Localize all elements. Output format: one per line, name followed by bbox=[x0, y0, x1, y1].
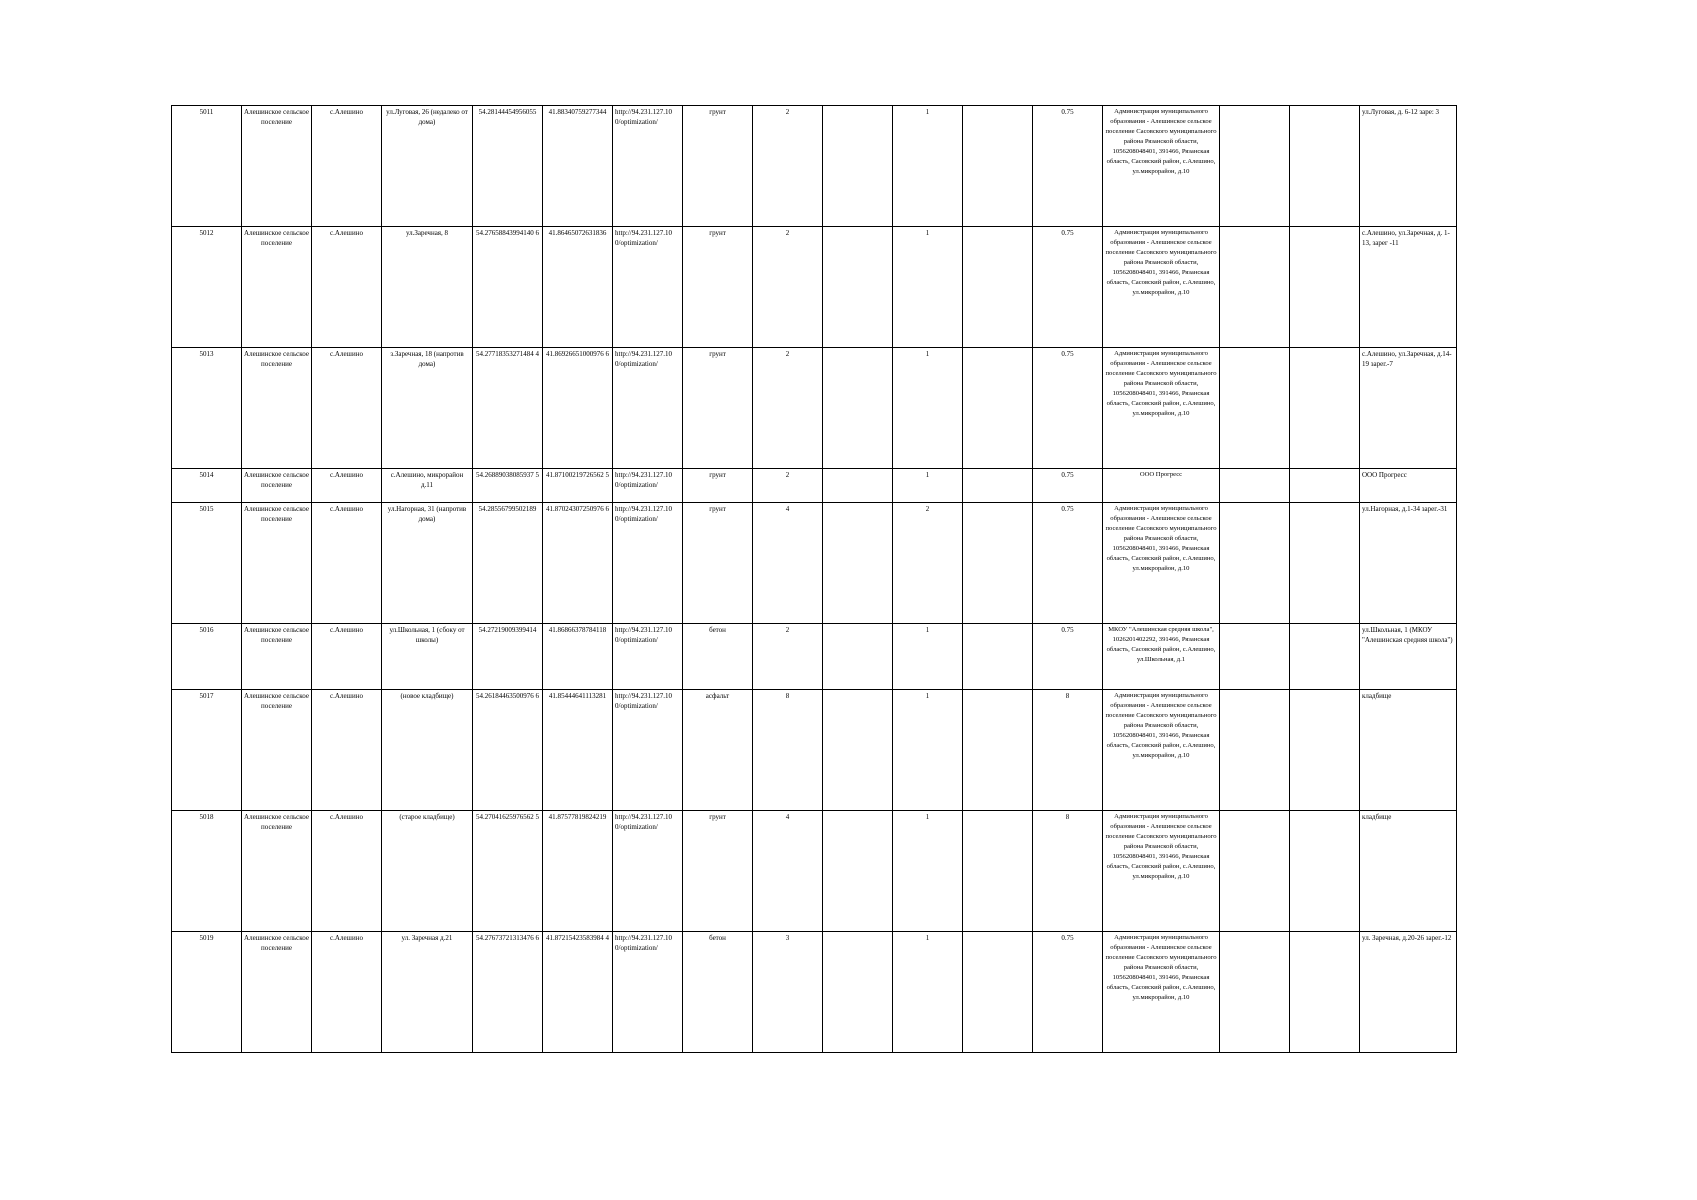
source-cell: ООО Прогресс bbox=[1360, 469, 1457, 503]
table-row bbox=[172, 811, 1457, 932]
latitude-cell: 54.26184463500976 6 bbox=[473, 690, 543, 811]
settlement-cell: Алешинское сельское поселение bbox=[242, 932, 312, 1053]
empty-cell bbox=[1220, 348, 1290, 469]
empty-cell bbox=[963, 469, 1033, 503]
village-cell: с.Алешино bbox=[312, 227, 382, 348]
village-cell: с.Алешино bbox=[312, 624, 382, 690]
table-row bbox=[172, 106, 1457, 227]
empty-cell bbox=[1290, 932, 1360, 1053]
settlement-cell: Алешинское сельское поселение bbox=[242, 469, 312, 503]
owner-cell: ООО Прогресс bbox=[1103, 469, 1220, 503]
empty-cell bbox=[963, 227, 1033, 348]
surface-cell: грунт bbox=[683, 503, 753, 624]
capacity-count-cell: 1 bbox=[893, 932, 963, 1053]
empty-cell bbox=[823, 106, 893, 227]
row-number: 5013 bbox=[172, 348, 242, 469]
capacity-count-cell: 1 bbox=[893, 624, 963, 690]
latitude-cell: 54.27041625976562 5 bbox=[473, 811, 543, 932]
location-cell: (старое кладбище) bbox=[382, 811, 473, 932]
empty-cell bbox=[1220, 503, 1290, 624]
empty-cell bbox=[963, 624, 1033, 690]
row-number: 5015 bbox=[172, 503, 242, 624]
containers-count-cell: 8 bbox=[753, 690, 823, 811]
empty-cell bbox=[823, 469, 893, 503]
village-cell: с.Алешино bbox=[312, 690, 382, 811]
volume-cell: 0.75 bbox=[1033, 227, 1103, 348]
empty-cell bbox=[823, 348, 893, 469]
longitude-cell: 41.87215423583984 4 bbox=[543, 932, 613, 1053]
empty-cell bbox=[1220, 227, 1290, 348]
empty-cell bbox=[963, 811, 1033, 932]
surface-cell: грунт bbox=[683, 811, 753, 932]
empty-cell bbox=[823, 811, 893, 932]
containers-count-cell: 2 bbox=[753, 227, 823, 348]
volume-cell: 0.75 bbox=[1033, 932, 1103, 1053]
table-row bbox=[172, 690, 1457, 811]
settlement-cell: Алешинское сельское поселение bbox=[242, 690, 312, 811]
table-row bbox=[172, 932, 1457, 1053]
url-cell: http://94.231.127.10 0/optimization/ bbox=[613, 932, 683, 1053]
empty-cell bbox=[823, 227, 893, 348]
volume-cell: 0.75 bbox=[1033, 106, 1103, 227]
location-cell: (новое кладбище) bbox=[382, 690, 473, 811]
village-cell: с.Алешино bbox=[312, 811, 382, 932]
row-number: 5011 bbox=[172, 106, 242, 227]
longitude-cell: 41.86866378784118 bbox=[543, 624, 613, 690]
capacity-count-cell: 1 bbox=[893, 348, 963, 469]
empty-cell bbox=[1290, 227, 1360, 348]
settlement-cell: Алешинское сельское поселение bbox=[242, 348, 312, 469]
table-row bbox=[172, 227, 1457, 348]
location-cell: ул.Школьная, 1 (сбоку от школы) bbox=[382, 624, 473, 690]
containers-count-cell: 3 bbox=[753, 932, 823, 1053]
latitude-cell: 54.27658843994140 6 bbox=[473, 227, 543, 348]
table-row bbox=[172, 469, 1457, 503]
empty-cell bbox=[963, 503, 1033, 624]
table-body bbox=[172, 106, 1457, 1053]
empty-cell bbox=[823, 932, 893, 1053]
empty-cell bbox=[1290, 348, 1360, 469]
settlement-cell: Алешинское сельское поселение bbox=[242, 624, 312, 690]
capacity-count-cell: 1 bbox=[893, 227, 963, 348]
table-row bbox=[172, 348, 1457, 469]
village-cell: с.Алешино bbox=[312, 106, 382, 227]
owner-cell: Администрация муниципального образования - Алешинское сельское поселение Сасовского муниципального района Рязанской области, 1056208048401, 391466, Рязанская область, Сасовский район, с.Алешино, ул.микрорайон, д.10 bbox=[1103, 348, 1220, 469]
latitude-cell: 54.28144454956055 bbox=[473, 106, 543, 227]
empty-cell bbox=[1220, 932, 1290, 1053]
empty-cell bbox=[1220, 469, 1290, 503]
owner-cell: Администрация муниципального образования - Алешинское сельское поселение Сасовского муниципального района Рязанской области, 1056208048401, 391466, Рязанская область, Сасовский район, с.Алешино, ул.микрорайон, д.10 bbox=[1103, 106, 1220, 227]
surface-cell: бетон bbox=[683, 932, 753, 1053]
source-cell: ул.Школьная, 1 (МКОУ "Алешинская средняя школа") bbox=[1360, 624, 1457, 690]
surface-cell: асфальт bbox=[683, 690, 753, 811]
capacity-count-cell: 1 bbox=[893, 469, 963, 503]
url-cell: http://94.231.127.10 0/optimization/ bbox=[613, 503, 683, 624]
surface-cell: грунт bbox=[683, 227, 753, 348]
capacity-count-cell: 1 bbox=[893, 690, 963, 811]
latitude-cell: 54.27219009399414 bbox=[473, 624, 543, 690]
source-cell: с.Алешино, ул.Заречная, д.14-19 зарег.-7 bbox=[1360, 348, 1457, 469]
url-cell: http://94.231.127.10 0/optimization/ bbox=[613, 469, 683, 503]
containers-count-cell: 2 bbox=[753, 469, 823, 503]
row-number: 5018 bbox=[172, 811, 242, 932]
volume-cell: 0.75 bbox=[1033, 503, 1103, 624]
settlement-cell: Алешинское сельское поселение bbox=[242, 106, 312, 227]
owner-cell: Администрация муниципального образования - Алешинское сельское поселение Сасовского муниципального района Рязанской области, 1056208048401, 391466, Рязанская область, Сасовский район, с.Алешино, ул.микрорайон, д.10 bbox=[1103, 811, 1220, 932]
empty-cell bbox=[1290, 469, 1360, 503]
owner-cell: МКОУ "Алешинская средняя школа", 1026201402292, 391466, Рязанская область, Сасовский район, с.Алешино, ул.Школьная, д.1 bbox=[1103, 624, 1220, 690]
longitude-cell: 41.88340759277344 bbox=[543, 106, 613, 227]
location-cell: ул. Заречная д.21 bbox=[382, 932, 473, 1053]
empty-cell bbox=[963, 690, 1033, 811]
empty-cell bbox=[1290, 624, 1360, 690]
containers-count-cell: 4 bbox=[753, 503, 823, 624]
row-number: 5019 bbox=[172, 932, 242, 1053]
village-cell: с.Алешино bbox=[312, 348, 382, 469]
containers-count-cell: 2 bbox=[753, 624, 823, 690]
table-row bbox=[172, 624, 1457, 690]
url-cell: http://94.231.127.10 0/optimization/ bbox=[613, 348, 683, 469]
volume-cell: 0.75 bbox=[1033, 348, 1103, 469]
owner-cell: Администрация муниципального образования - Алешинское сельское поселение Сасовского муниципального района Рязанской области, 1056208048401, 391466, Рязанская область, Сасовский район, с.Алешино, ул.микрорайон, д.10 bbox=[1103, 503, 1220, 624]
url-cell: http://94.231.127.10 0/optimization/ bbox=[613, 811, 683, 932]
settlement-cell: Алешинское сельское поселение bbox=[242, 227, 312, 348]
volume-cell: 0.75 bbox=[1033, 469, 1103, 503]
empty-cell bbox=[1220, 106, 1290, 227]
table-row bbox=[172, 503, 1457, 624]
registry-table bbox=[171, 105, 1457, 1053]
settlement-cell: Алешинское сельское поселение bbox=[242, 811, 312, 932]
location-cell: ул.Заречная, 8 bbox=[382, 227, 473, 348]
village-cell: с.Алешино bbox=[312, 932, 382, 1053]
village-cell: с.Алешино bbox=[312, 503, 382, 624]
source-cell: кладбище bbox=[1360, 690, 1457, 811]
owner-cell: Администрация муниципального образования - Алешинское сельское поселение Сасовского муниципального района Рязанской области, 1056208048401, 391466, Рязанская область, Сасовский район, с.Алешино, ул.микрорайон, д.10 bbox=[1103, 227, 1220, 348]
empty-cell bbox=[1290, 106, 1360, 227]
capacity-count-cell: 2 bbox=[893, 503, 963, 624]
row-number: 5016 bbox=[172, 624, 242, 690]
empty-cell bbox=[963, 932, 1033, 1053]
url-cell: http://94.231.127.10 0/optimization/ bbox=[613, 690, 683, 811]
surface-cell: бетон bbox=[683, 624, 753, 690]
url-cell: http://94.231.127.10 0/optimization/ bbox=[613, 624, 683, 690]
volume-cell: 0.75 bbox=[1033, 624, 1103, 690]
empty-cell bbox=[1290, 503, 1360, 624]
empty-cell bbox=[1290, 811, 1360, 932]
empty-cell bbox=[823, 624, 893, 690]
longitude-cell: 41.87577819824219 bbox=[543, 811, 613, 932]
village-cell: с.Алешино bbox=[312, 469, 382, 503]
longitude-cell: 41.87024307250976 6 bbox=[543, 503, 613, 624]
source-cell: ул. Заречная, д.20-26 зарег.-12 bbox=[1360, 932, 1457, 1053]
empty-cell bbox=[1220, 624, 1290, 690]
owner-cell: Администрация муниципального образования - Алешинское сельское поселение Сасовского муниципального района Рязанской области, 1056208048401, 391466, Рязанская область, Сасовский район, с.Алешино, ул.микрорайон, д.10 bbox=[1103, 690, 1220, 811]
owner-cell: Администрация муниципального образования - Алешинское сельское поселение Сасовского муниципального района Рязанской области, 1056208048401, 391466, Рязанская область, Сасовский район, с.Алешино, ул.микрорайон, д.10 bbox=[1103, 932, 1220, 1053]
row-number: 5014 bbox=[172, 469, 242, 503]
latitude-cell: 54.27673721313476 6 bbox=[473, 932, 543, 1053]
location-cell: з.Заречная, 18 (напротив дома) bbox=[382, 348, 473, 469]
settlement-cell: Алешинское сельское поселение bbox=[242, 503, 312, 624]
location-cell: ул.Нагорная, 31 (напротив дома) bbox=[382, 503, 473, 624]
longitude-cell: 41.85444641113281 bbox=[543, 690, 613, 811]
row-number: 5012 bbox=[172, 227, 242, 348]
source-cell: ул.Нагорная, д.1-34 зарег.-31 bbox=[1360, 503, 1457, 624]
empty-cell bbox=[1220, 811, 1290, 932]
containers-count-cell: 2 bbox=[753, 106, 823, 227]
volume-cell: 8 bbox=[1033, 811, 1103, 932]
empty-cell bbox=[963, 106, 1033, 227]
containers-count-cell: 2 bbox=[753, 348, 823, 469]
surface-cell: грунт bbox=[683, 348, 753, 469]
empty-cell bbox=[823, 503, 893, 624]
surface-cell: грунт bbox=[683, 106, 753, 227]
source-cell: с.Алешино, ул.Заречная, д. 1-13, зарег -11 bbox=[1360, 227, 1457, 348]
longitude-cell: 41.86926651000976 6 bbox=[543, 348, 613, 469]
surface-cell: грунт bbox=[683, 469, 753, 503]
longitude-cell: 41.86465072631836 bbox=[543, 227, 613, 348]
row-number: 5017 bbox=[172, 690, 242, 811]
longitude-cell: 41.87100219726562 5 bbox=[543, 469, 613, 503]
url-cell: http://94.231.127.10 0/optimization/ bbox=[613, 106, 683, 227]
location-cell: ул.Луговая, 26 (недалеко от дома) bbox=[382, 106, 473, 227]
capacity-count-cell: 1 bbox=[893, 106, 963, 227]
containers-count-cell: 4 bbox=[753, 811, 823, 932]
url-cell: http://94.231.127.10 0/optimization/ bbox=[613, 227, 683, 348]
latitude-cell: 54.27718353271484 4 bbox=[473, 348, 543, 469]
source-cell: кладбище bbox=[1360, 811, 1457, 932]
latitude-cell: 54.26889038085937 5 bbox=[473, 469, 543, 503]
latitude-cell: 54.28556799502189 bbox=[473, 503, 543, 624]
volume-cell: 8 bbox=[1033, 690, 1103, 811]
source-cell: ул.Луговая, д. 6-12 заре: 3 bbox=[1360, 106, 1457, 227]
empty-cell bbox=[963, 348, 1033, 469]
empty-cell bbox=[1290, 690, 1360, 811]
location-cell: с.Алешино, микрорайон д.11 bbox=[382, 469, 473, 503]
capacity-count-cell: 1 bbox=[893, 811, 963, 932]
empty-cell bbox=[823, 690, 893, 811]
empty-cell bbox=[1220, 690, 1290, 811]
